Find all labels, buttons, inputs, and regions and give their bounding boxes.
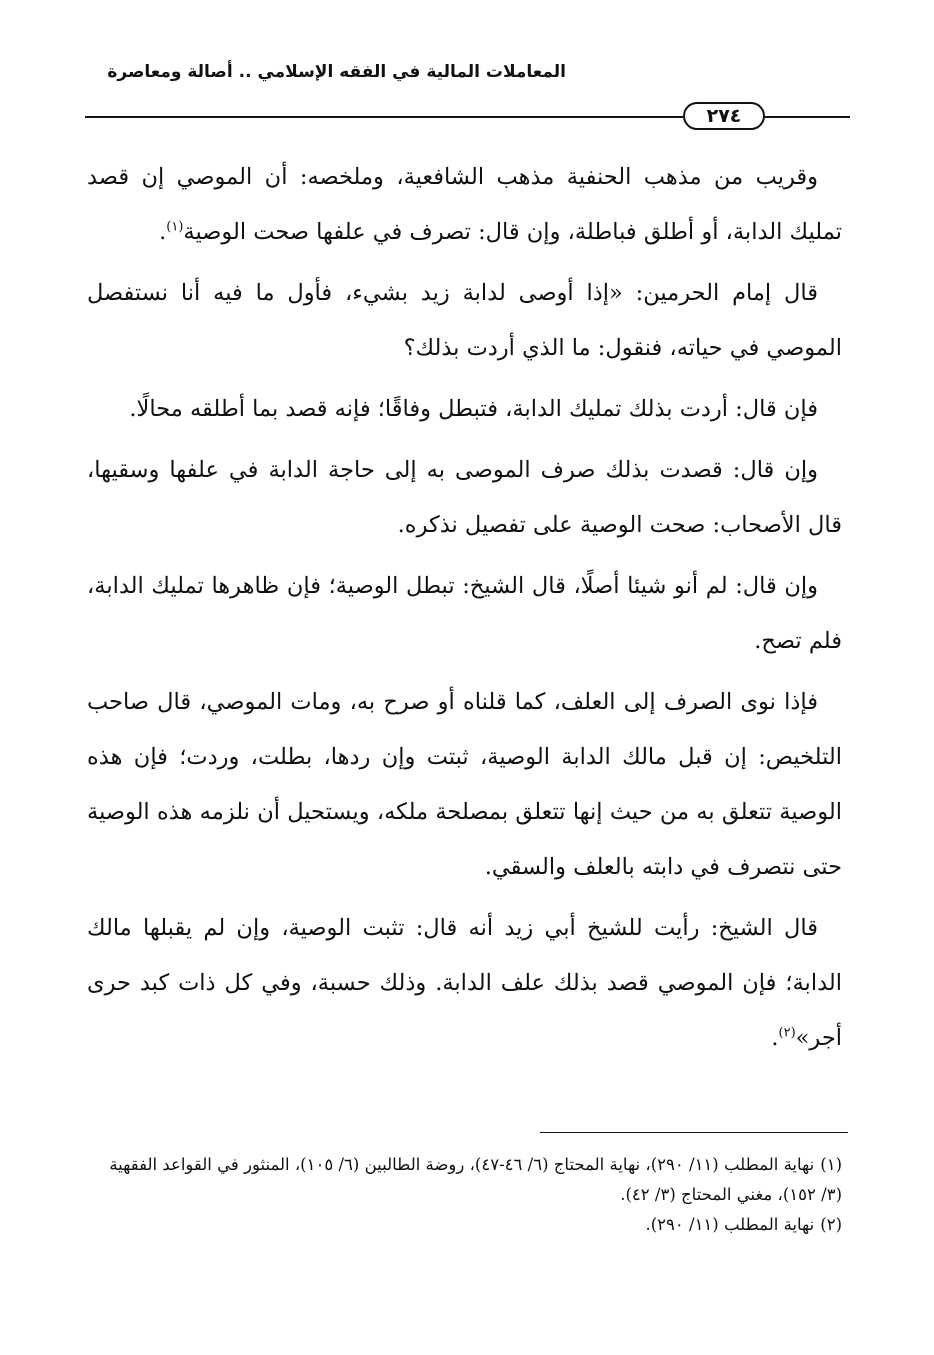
footnotes — [87, 1150, 842, 1240]
paragraph-6-text: فإذا نوى الصرف إلى العلف، كما قلناه أو صرح به، ومات الموصي، قال صاحب التلخيص: إن قبل مالك الدابة الوصية، ثبتت وإن ردها، بطلت، وردت؛ فإن هذه الوصية تتعلق به من حيث إنها تتعلق بمصلحة ملكه، ويستحيل أن نلزمه هذه الوصية حتى نتصرف في دابته بالعلف والسقي. — [87, 689, 842, 880]
paragraph-5-text: وإن قال: لم أنو شيئا أصلًا، قال الشيخ: تبطل الوصية؛ فإن ظاهرها تمليك الدابة، فلم تصح. — [87, 573, 842, 654]
footnote-2 — [87, 1210, 842, 1240]
footnote-ref-1: (١) — [166, 219, 184, 235]
footnote-ref-2: (٢) — [778, 1025, 796, 1041]
footnote-separator — [540, 1132, 848, 1133]
paragraph-4 — [87, 443, 842, 553]
header-rule-left — [85, 116, 683, 118]
header-rule-right — [765, 116, 850, 118]
paragraph-2 — [87, 266, 842, 376]
paragraph-5 — [87, 559, 842, 669]
footnote-1-number: (١) — [820, 1155, 842, 1174]
paragraph-7-end: . — [771, 1025, 779, 1051]
paragraph-7 — [87, 901, 842, 1066]
footnote-2-number: (٢) — [820, 1215, 842, 1234]
paragraph-3 — [87, 382, 842, 437]
paragraph-1 — [87, 150, 842, 260]
paragraph-6 — [87, 675, 842, 895]
paragraph-3-text: فإن قال: أردت بذلك تمليك الدابة، فتبطل وفاقًا؛ فإنه قصد بما أطلقه محالًا. — [129, 396, 818, 422]
footnote-2-text: نهاية المطلب (١١/ ٢٩٠). — [645, 1215, 815, 1234]
running-title: المعاملات المالية في الفقه الإسلامي .. أصالة ومعاصرة — [107, 62, 566, 82]
footnote-1 — [87, 1150, 842, 1210]
paragraph-1-end: . — [159, 219, 167, 245]
paragraph-4-text: وإن قال: قصدت بذلك صرف الموصى به إلى حاجة الدابة في علفها وسقيها، قال الأصحاب: صحت الوصية على تفصيل نذكره. — [87, 457, 842, 538]
paragraph-7-text: قال الشيخ: رأيت للشيخ أبي زيد أنه قال: تثبت الوصية، وإن لم يقبلها مالك الدابة؛ فإن الموصي قصد بذلك علف الدابة. وذلك حسبة، وفي كل ذات كبد حرى أجر» — [87, 915, 842, 1051]
paragraph-2-text: قال إمام الحرمين: «إذا أوصى لدابة زيد بشيء، فأول ما فيه أنا نستفصل الموصي في حياته، فنقول: ما الذي أردت بذلك؟ — [87, 280, 842, 361]
page-number: ٢٧٤ — [683, 102, 765, 130]
paragraph-1-text: وقريب من مذهب الحنفية مذهب الشافعية، وملخصه: أن الموصي إن قصد تمليك الدابة، أو أطلق فباطلة، وإن قال: تصرف في علفها صحت الوصية — [87, 164, 842, 245]
body-text — [87, 150, 842, 1072]
footnote-1-text: نهاية المطلب (١١/ ٢٩٠)، نهاية المحتاج (٦/ ٤٦-٤٧)، روضة الطالبين (٦/ ١٠٥)، المنثور في القواعد الفقهية (٣/ ١٥٢)، مغني المحتاج (٣/ ٤٢). — [109, 1155, 842, 1204]
